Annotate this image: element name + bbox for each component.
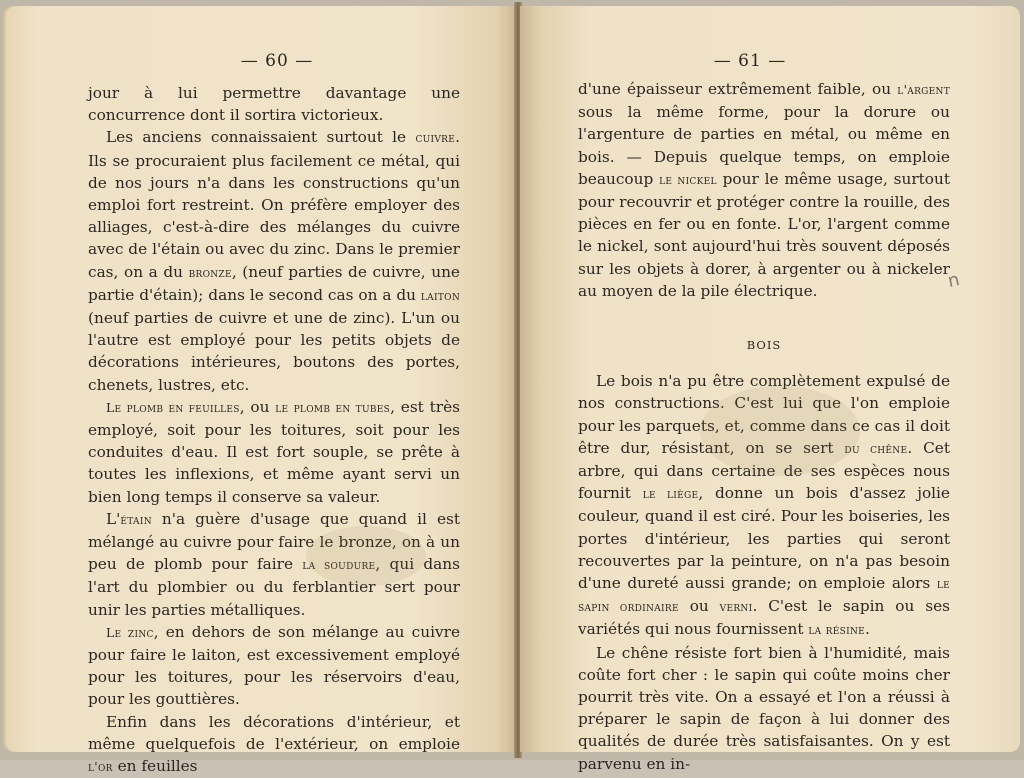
text-run: , donne un bois d'assez jolie couleur, quand il est ciré. Pour les boiseries, les portes d'intérieur, les parties qui seront recouvertes par la peinture, on n'a pas besoin d'une dureté aussi grande; on emploie alors — [578, 484, 950, 593]
text-run: . C'est le sapin ou ses variétés qui nous fournissent — [578, 597, 950, 639]
page-number-61: — 61 — — [713, 51, 787, 71]
text-run: en feuilles — [112, 757, 198, 776]
text-run: n'a guère d'usage que quand il est mélangé au cuivre pour faire le bronze, on à un peu de plomb pour faire — [88, 509, 460, 574]
text-run: . — [865, 620, 870, 639]
small-caps-term: l'or — [88, 759, 113, 775]
paragraph — [88, 396, 460, 508]
text-run: , qui dans l'art du plombier ou du ferblantier sert pour unir les parties métalliques. — [88, 555, 460, 619]
small-caps-term: verni — [719, 599, 753, 615]
paragraph — [88, 621, 460, 711]
paragraph — [88, 126, 460, 395]
text-run: pour le même usage, surtout pour recouvrir et protéger contre la rouille, des pièces en fer ou en fonte. L'or, l'argent comme le nickel, sont aujourd'hui très souvent déposés sur les objets à dorer, à argenter ou à nickeler au moyen de la pile électrique. — [578, 169, 950, 300]
text-run: Le chêne résiste fort bien à l'humidité, mais coûte fort cher : le sapin qui coûte moins cher pourrit très vite. On a essayé et l'on a réussi à préparer le sapin de façon à lui donner des qualités de durée très satisfaisantes. On y est parvenu en in- — [578, 643, 950, 773]
paragraph — [578, 78, 950, 302]
small-caps-term: le sapin ordinaire — [578, 576, 950, 615]
text-run: sous la même forme, pour la dorure ou l'argenture de parties en métal, ou même en bois. — Depuis quelque temps, on emploie beaucoup — [578, 103, 950, 188]
small-caps-term: le liège — [642, 486, 699, 502]
small-caps-term: la soudure — [302, 557, 376, 573]
small-caps-term: cuivre — [415, 130, 456, 146]
text-run: Les anciens connaissaient surtout le — [106, 128, 416, 147]
text-run: , est très employé, soit pour les toitures, soit pour les conduites d'eau. Il est fort souple, se prête à toutes les inflexions, et même ayant servi un bien long temps il conserve sa valeur. — [88, 397, 460, 506]
small-caps-term: le plomb en tubes — [275, 399, 391, 415]
small-caps-term: étain — [120, 511, 152, 527]
text-run: , ou — [239, 397, 276, 416]
text-run: ou — [678, 597, 720, 616]
small-caps-term: la résine — [808, 622, 865, 638]
text-run: , en dehors de son mélange au cuivre pour faire le laiton, est excessivement employé pour les toitures, pour les réservoirs d'eau, pour les gouttières. — [88, 622, 460, 709]
text-run: jour à lui permettre davantage une concurrence dont il sortira victorieux. — [88, 84, 460, 125]
section-heading: BOIS — [746, 338, 782, 353]
text-run: , (neuf parties de cuivre, une partie d'étain); dans le second cas on a du — [88, 262, 460, 304]
paragraph — [88, 82, 460, 126]
paper-stain — [700, 386, 860, 476]
small-caps-term: du chêne — [844, 440, 908, 456]
page-number-60: — 60 — — [240, 51, 314, 71]
left-page-text — [88, 82, 460, 778]
small-caps-term: le nickel — [659, 171, 717, 187]
text-run: Enfin dans les décorations d'intérieur, et même quelquefois de l'extérieur, on emploie — [88, 712, 460, 753]
right-page — [520, 6, 1020, 773]
text-run: (neuf parties de cuivre et une de zinc). L'un ou l'autre est employé pour les petits objets de décorations intérieures, boutons des portes, chenets, lustres, etc. — [88, 309, 460, 394]
pencil-margin-mark: n — [945, 269, 962, 292]
left-page — [6, 6, 516, 776]
text-run: Le bois n'a pu être complètement expulsé de nos constructions. C'est lui que l'on emploie pour les parquets, et, comme dans ce cas il doit être dur, résistant, on se sert — [578, 372, 950, 457]
paper-stain — [306, 526, 426, 586]
text-run: . Cet arbre, qui dans certaine de ses espèces nous fournit — [578, 438, 950, 503]
small-caps-term: bronze — [188, 264, 232, 280]
small-caps-term: Le zinc — [106, 624, 154, 640]
text-run: d'une épaisseur extrêmement faible, ou — [578, 80, 898, 98]
text-run: . Ils se procuraient plus facilement ce métal, qui de nos jours n'a dans les constructions qu'un emploi fort restreint. On préfère employer des alliages, c'est-à-dire des mélanges du cuivre avec de l'étain ou avec du zinc. Dans le premier cas, on a du — [88, 128, 460, 281]
paragraph — [88, 711, 460, 778]
small-caps-term: l'argent — [897, 82, 950, 97]
small-caps-term: Le plomb en feuilles — [106, 399, 240, 415]
small-caps-term: laiton — [420, 287, 460, 303]
text-run: L' — [106, 509, 121, 528]
paragraph — [578, 642, 950, 775]
